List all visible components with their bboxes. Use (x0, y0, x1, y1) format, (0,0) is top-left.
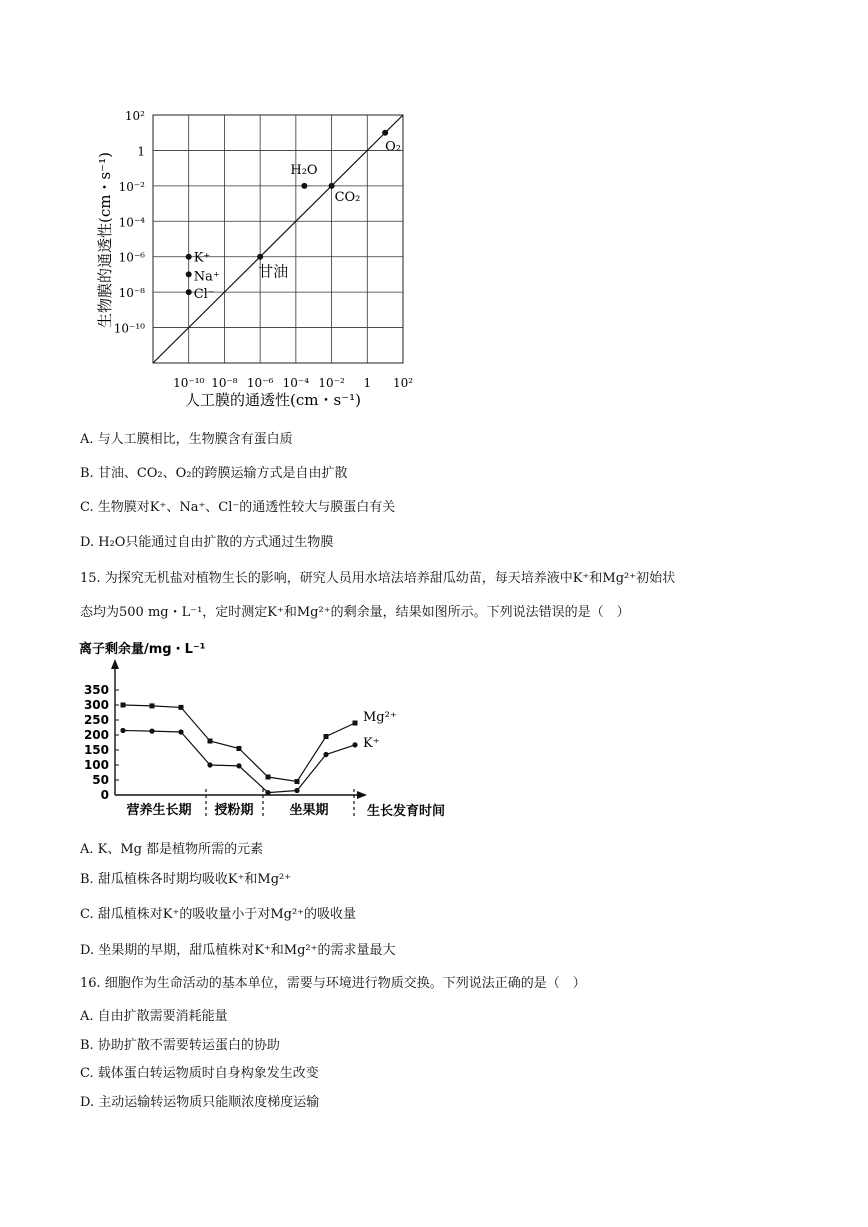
q15-stem-line1: 15. 为探究无机盐对植物生长的影响，研究人员用水培法培养甜瓜幼苗，每天培养液中K⁺和Mg²⁺初始状 (80, 571, 676, 586)
x-tick-label: 10⁻² (318, 376, 345, 390)
data-point (149, 729, 154, 734)
data-point (120, 728, 125, 733)
data-point (324, 734, 329, 739)
data-point (294, 788, 299, 793)
data-point (329, 183, 335, 189)
period-label: 坐果期 (289, 803, 329, 818)
ion-remainder-chart (75, 635, 475, 830)
q15-option-c: C. 甜瓜植株对K⁺的吸收量小于对Mg²⁺的吸收量 (80, 907, 357, 922)
y-axis-label: 离子剩余量/mg・L⁻¹ (79, 642, 206, 657)
q16-option-b: B. 协助扩散不需要转运蛋白的协助 (80, 1038, 280, 1053)
data-point (208, 739, 213, 744)
y-tick-label: 1 (137, 144, 145, 159)
data-point (186, 271, 192, 277)
q14-option-a: A. 与人工膜相比，生物膜含有蛋白质 (80, 432, 293, 447)
x-tick-label: 10² (392, 376, 414, 390)
y-tick-label: 10⁻⁶ (118, 250, 145, 265)
data-point (257, 254, 263, 260)
q15-stem-line2: 态均为500 mg・L⁻¹，定时测定K⁺和Mg²⁺的剩余量，结果如图所示。下列说法错误的是（ ） (80, 605, 630, 620)
y-tick-label: 10⁻² (118, 179, 145, 194)
x-tick-label: 10⁻⁶ (246, 376, 274, 390)
q14-option-c: C. 生物膜对K⁺、Na⁺、Cl⁻的通透性较大与膜蛋白有关 (80, 500, 396, 515)
point-label: Cl⁻ (193, 287, 215, 303)
x-axis-label: 生长发育时间 (367, 804, 446, 819)
data-point (150, 703, 155, 708)
period-label: 授粉期 (214, 803, 254, 818)
point-label: CO₂ (334, 189, 361, 205)
x-tick-label: 10⁻⁴ (282, 376, 310, 390)
q16-option-c: C. 载体蛋白转运物质时自身构象发生改变 (80, 1066, 319, 1081)
data-point (186, 289, 192, 295)
series-label: Mg²⁺ (363, 710, 397, 725)
x-tick-label: 10⁻¹⁰ (173, 376, 205, 390)
x-tick-label: 10⁻⁸ (211, 376, 238, 390)
data-point (352, 742, 357, 747)
data-point (323, 752, 328, 757)
point-label: K⁺ (193, 250, 211, 266)
q15-option-b: B. 甜瓜植株各时期均吸收K⁺和Mg²⁺ (80, 872, 292, 887)
data-point (265, 790, 270, 795)
data-point (353, 721, 358, 726)
data-point (179, 705, 184, 710)
y-tick-label: 0 (100, 788, 109, 802)
y-tick-label: 10⁻⁸ (118, 286, 145, 301)
q15-option-d: D. 坐果期的早期，甜瓜植株对K⁺和Mg²⁺的需求量最大 (80, 943, 396, 958)
y-tick-label: 250 (83, 713, 109, 727)
y-tick-label: 150 (83, 743, 109, 757)
series-line (123, 705, 355, 782)
data-point (382, 130, 388, 136)
data-point (186, 254, 192, 260)
data-point (237, 746, 242, 751)
y-tick-label: 100 (83, 758, 109, 772)
series-label: K⁺ (363, 735, 380, 751)
y-tick-label: 50 (92, 773, 109, 787)
point-label: Na⁺ (193, 269, 220, 285)
y-tick-label: 350 (83, 683, 109, 697)
q16-option-a: A. 自由扩散需要消耗能量 (80, 1009, 228, 1024)
y-tick-label: 200 (83, 728, 109, 742)
y-axis-arrow (111, 659, 119, 669)
y-tick-label: 10⁻⁴ (118, 215, 145, 230)
point-label: O₂ (385, 139, 402, 155)
y-axis-label: 生物膜的通透性(cm・s⁻¹) (96, 152, 114, 328)
x-axis-arrow (357, 791, 367, 799)
data-point (266, 775, 271, 780)
period-label: 营养生长期 (126, 803, 192, 818)
y-tick-label: 10² (124, 109, 145, 123)
x-axis-label: 人工膜的通透性(cm・s⁻¹) (185, 391, 361, 409)
data-point (295, 779, 300, 784)
series-line (123, 731, 355, 793)
x-tick-label: 1 (363, 376, 372, 390)
data-point (236, 763, 241, 768)
point-label: 甘油 (258, 262, 289, 281)
q16-option-d: D. 主动运输转运物质只能顺浓度梯度运输 (80, 1095, 320, 1110)
point-label: H₂O (290, 162, 318, 178)
q14-option-b: B. 甘油、CO₂、O₂的跨膜运输方式是自由扩散 (80, 466, 348, 481)
q16-stem: 16. 细胞作为生命活动的基本单位，需要与环境进行物质交换。下列说法正确的是（ ） (80, 976, 586, 991)
reference-line (153, 115, 403, 363)
data-point (301, 183, 307, 189)
y-tick-label: 300 (83, 698, 109, 712)
data-point (207, 762, 212, 767)
y-tick-label: 10⁻¹⁰ (113, 321, 145, 336)
permeability-chart (80, 100, 440, 420)
data-point (178, 729, 183, 734)
data-point (121, 703, 126, 708)
q15-option-a: A. K、Mg 都是植物所需的元素 (80, 842, 264, 857)
q14-option-d: D. H₂O只能通过自由扩散的方式通过生物膜 (80, 535, 334, 550)
